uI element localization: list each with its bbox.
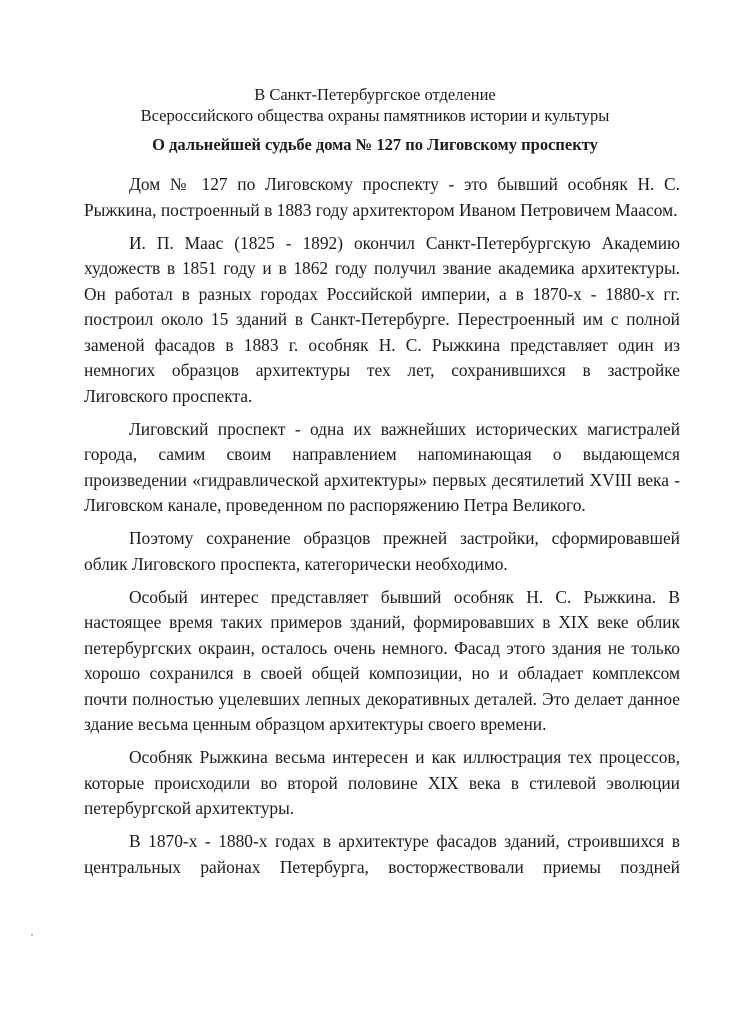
paragraph: Особый интерес представляет бывший особняк Н. С. Рыжкина. В настоящее время таких примеров зданий, формировавших в XIX веке облик петербургских окраин, осталось очень немного. Фасад этого здания не только хорошо сохранился в своей общей композиции, но и обладает комплексом почти полностью уцелевших лепных декоративных деталей. Это делает данное здание весьма ценным образцом архитектуры своего времени.	[84, 586, 680, 734]
paragraph: Дом № 127 по Лиговскому проспекту - это бывший особняк Н. С. Рыжкина, построенный в 1883 году архитектором Иваном Петровичем Маасом.	[84, 174, 680, 220]
scan-speck	[31, 934, 33, 936]
addressee-line-1: В Санкт-Петербургское отделение	[254, 85, 496, 104]
paragraph: Лиговский проспект - одна их важнейших исторических магистралей города, самим своим направлением напоминающая о выдающемся произведении «гидравлической архитектуры» первых десятилетий XVIII века - Лиговском канале, проведенном по распоряжению Петра Великого.	[84, 418, 680, 515]
document-title: О дальнейшей судьбе дома № 127 по Лиговскому проспекту	[152, 135, 598, 154]
addressee-block	[0, 84, 750, 126]
paragraph: Особняк Рыжкина весьма интересен и как иллюстрация тех процессов, которые происходили во второй половине XIX века в стилевой эволюции петербургской архитектуры.	[84, 747, 680, 818]
document-body	[84, 172, 680, 888]
paragraph: Поэтому сохранение образцов прежней застройки, сформировавшей облик Лиговского проспекта, категорически необходимо.	[84, 528, 680, 574]
paragraph: И. П. Маас (1825 - 1892) окончил Санкт-Петербургскую Академию художеств в 1851 году и в 1862 году получил звание академика архитектуры. Он работал в разных городах Российской империи, а в 1870-х - 1880-х гг. построил около 15 зданий в Санкт-Петербурге. Перестроенный им с полной заменой фасадов в 1883 г. особняк Н. С. Рыжкина представляет один из немногих образцов архитектуры тех лет, сохранившихся в застройке Лиговского проспекта.	[84, 232, 680, 406]
paragraph: В 1870-х - 1880-х годах в архитектуре фасадов зданий, строившихся в центральных районах Петербурга, восторжествовали приемы поздней	[84, 831, 680, 877]
addressee-line-2: Всероссийского общества охраны памятников истории и культуры	[140, 106, 610, 125]
